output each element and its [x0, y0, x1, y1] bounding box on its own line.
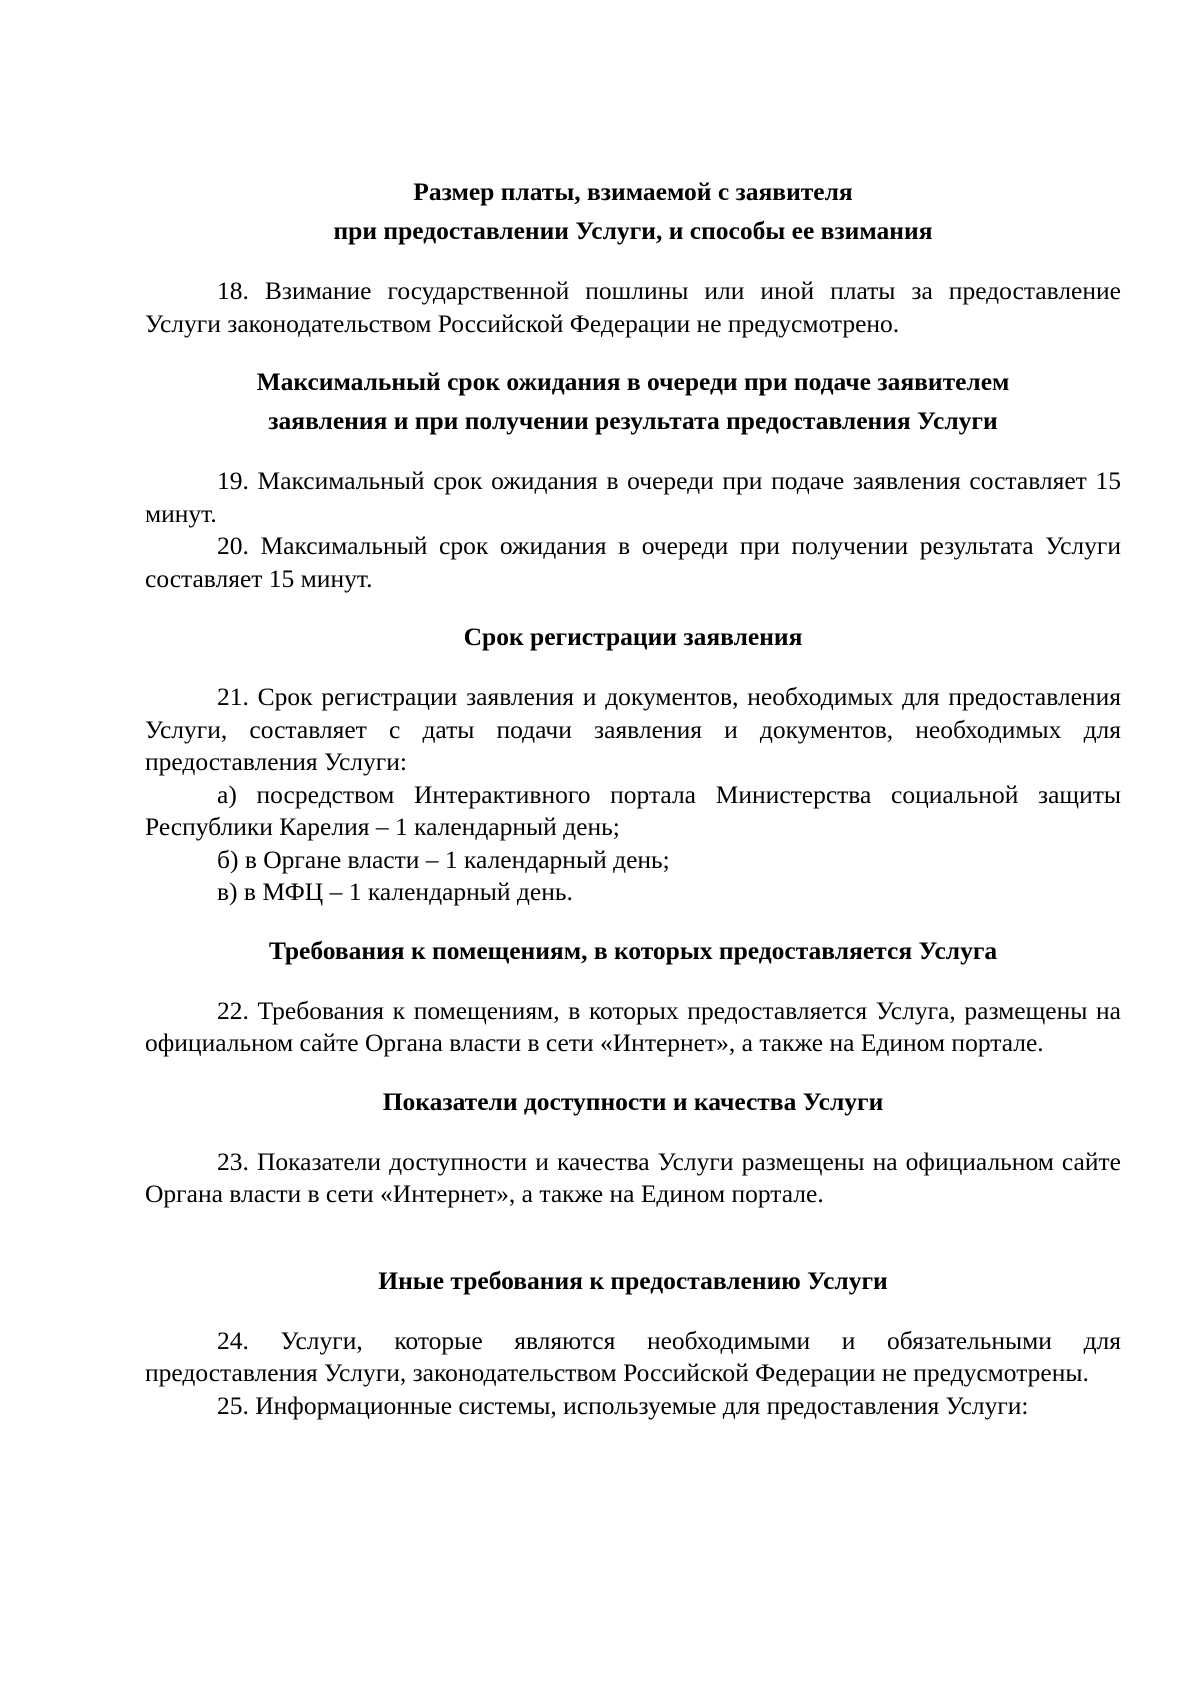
section-payment — [145, 172, 1121, 340]
paragraph-21: 21. Срок регистрации заявления и документов, необходимых для предоставления Услуги, составляет с даты подачи заявления и документов, необходимых для предоставления Услуги: — [145, 682, 1121, 776]
section-heading-line: Размер платы, взимаемой с заявителя — [413, 177, 853, 206]
paragraph-18: 18. Взимание государственной пошлины или иной платы за предоставление Услуги законодательством Российской Федерации не предусмотрено. — [145, 276, 1121, 338]
section-heading-line: Иные требования к предоставлению Услуги — [378, 1265, 888, 1295]
section-heading-line: заявления и при получении результата предоставления Услуги — [268, 406, 998, 435]
paragraph-23: 23. Показатели доступности и качества Услуги размещены на официальном сайте Органа власти в сети «Интернет», а также на Едином портале. — [145, 1146, 1121, 1208]
section-heading-line: Максимальный срок ожидания в очереди при подаче заявителем — [256, 367, 1010, 396]
section-premises — [145, 931, 1121, 1060]
document-page — [145, 172, 1121, 1422]
section-heading-line: Требования к помещениям, в которых предоставляется Услуга — [268, 935, 998, 965]
section-heading-line: при предоставлении Услуги, и способы ее взимания — [333, 216, 933, 245]
section-indicators — [145, 1082, 1121, 1211]
section-heading-line: Срок регистрации заявления — [463, 622, 803, 651]
section-heading-line: Показатели доступности и качества Услуги — [382, 1086, 884, 1116]
paragraph-19: 19. Максимальный срок ожидания в очереди при подаче заявления составляет 15 минут. — [145, 466, 1121, 528]
paragraph-20: 20. Максимальный срок ожидания в очереди при получении результата Услуги составляет 15 минут. — [145, 531, 1121, 593]
paragraph-25: 25. Информационные системы, используемые для предоставления Услуги: — [217, 1390, 1029, 1420]
section-registration — [145, 617, 1121, 909]
paragraph-21-a: а) посредством Интерактивного портала Министерства социальной защиты Республики Карелия – 1 календарный день; — [145, 779, 1121, 841]
paragraph-24: 24. Услуги, которые являются необходимыми и обязательными для предоставления Услуги, законодательством Российской Федерации не предусмотрены. — [145, 1325, 1121, 1387]
section-other-requirements — [145, 1261, 1121, 1423]
paragraph-22: 22. Требования к помещениям, в которых предоставляется Услуга, размещены на официальном сайте Органа власти в сети «Интернет», а также на Едином портале. — [145, 995, 1121, 1057]
section-queue-time — [145, 362, 1121, 595]
paragraph-21-b: б) в Органе власти – 1 календарный день; — [217, 844, 670, 874]
paragraph-21-c: в) в МФЦ – 1 календарный день. — [217, 877, 573, 906]
